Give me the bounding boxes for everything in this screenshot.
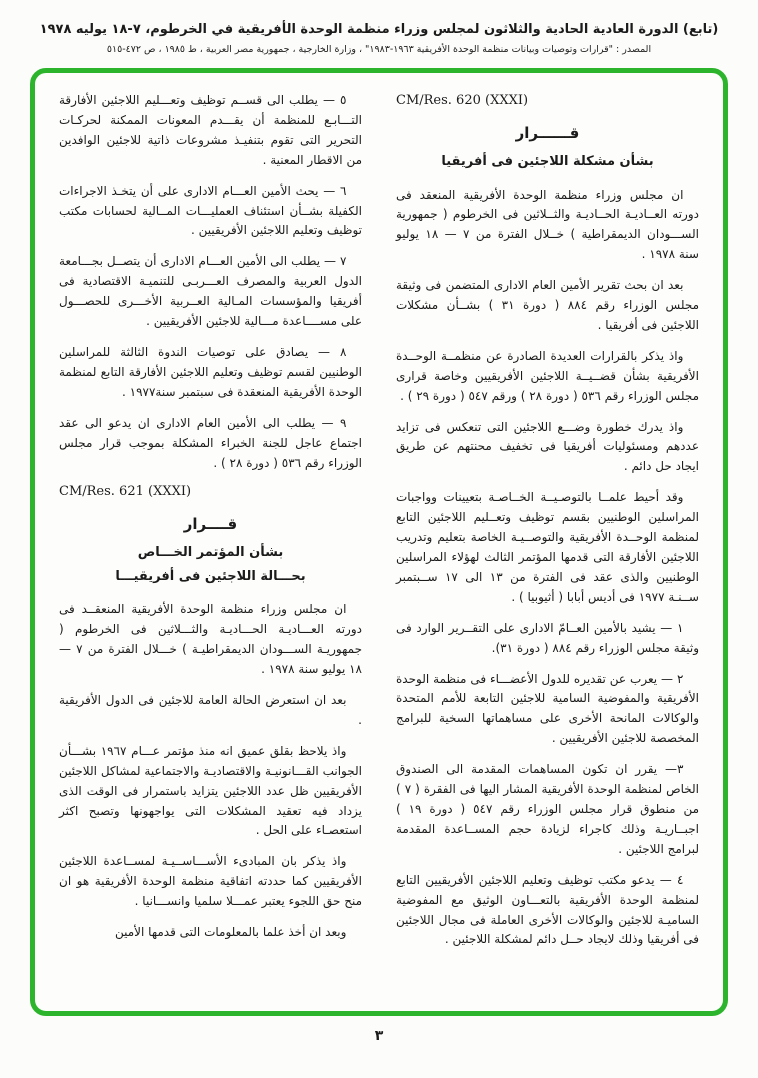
res621-paragraph: وبعد ان أخذ علما بالمعلومات التى قدمها الأمين: [115, 925, 347, 940]
res620-paragraph: ان مجلس وزراء منظمة الوحدة الأفريقية المنعقد فى دورته العــاديـة الحــاديـة والثــلاثين فى الخرطوم ( جمهورية الســـودان الديمقراطية ) خــلال الفترة من ٧ — ١٨ يوليو سنة ١٩٧٨ .: [396, 187, 699, 262]
column-left-res621: [59, 91, 362, 997]
res620-operative-6: ٦ — يحث الأمين العـــام الادارى على أن يتخـذ الاجراءات الكفيلة بشــأن استئناف العمليـــات المــالية لحسابات مكتب توظيف وتعليم اللاجئين الأفريقيين .: [59, 183, 362, 238]
res620-operative-2: ٢ — يعرب عن تقديره للدول الأعضـــاء فى منظمة الوحدة الأفريقية والمفوضية السامية للاجئين التابعة للأمم المتحدة والوكالات المانحة الأخرى على مساهماتها السخية للبرامج المخصصة للاجئين الأفريقيين .: [396, 671, 699, 746]
res620-operative-1: ١ — يشيد بالأمين العــامّ الادارى على التقــرير الوارد فى وثيقة مجلس الوزراء رقم ٨٨٤ ( دورة ٣١).: [396, 620, 699, 655]
page-header: [0, 0, 758, 55]
res620-paragraph: بعد ان بحث تقرير الأمين العام الادارى المتضمن فى وثيقة مجلس الوزراء رقم ٨٨٤ ( دورة ٣١ ) بشــأن مشكلات اللاجئين فى أفريقيا .: [396, 278, 699, 332]
resolution-620-title: بشأن مشكلة اللاجئين فى أفريقيا: [441, 154, 654, 169]
res620-operative-3: ٣— يقرر ان تكون المساهمات المقدمة الى الصندوق الخاص لمنظمة الوحدة الأفريقية المشار اليها فى الفقرة ( ٧ ) من منطوق قرار مجلس الوزراء رقم ٥٤٧ ( دورة ١٩ ) اجبــاريـة وذلك كاجراء لزيادة حجم المســاعدة المقدمة لبرامج اللاجئين .: [396, 762, 700, 856]
res621-paragraph: واذ يذكر بان المبادىء الأســـاســيـة لمســاعدة اللاجئين الأفريقيين كما حددته اتفاقية منظمة الوحدة الأفريقية هو ان منح حق اللجوء يعتبر عمـــلا سلميا وانســـانيا .: [59, 854, 362, 909]
session-header-line: (تابع) الدورة العادية الحادية والثلاثون لمجلس وزراء منظمة الوحدة الأفريقية في الخرطوم، ٧-١٨ يوليه ١٩٧٨: [39, 22, 719, 37]
column-right-res620: [396, 91, 699, 997]
res620-paragraph: واذ يدرك خطورة وضـــع اللاجئين التى تنعكس فى تزايد عددهم ومسئوليات أفريقيا فى تخفيف محنتهم عن طريق ايجاد حل دائم .: [396, 419, 699, 474]
page-footer: [0, 1025, 758, 1044]
resolution-621-title-line2: بحـــالة اللاجئين فى أفريقيـــا: [115, 568, 306, 584]
resolution-ref-620: CM/Res. 620 (XXXI): [396, 93, 529, 108]
two-column-layout: [59, 91, 699, 997]
res621-paragraph: ان مجلس وزراء منظمة الوحدة الأفريقية المنعقــد فى دورته العـــاديـة الحـــاديـة والثـــلاثين فى الخرطوم ( جمهوريـة الســـودان الديمقراطيـة ) خـــلال الفترة من ٧ — ١٨ يوليو سنة ١٩٧٨ .: [59, 602, 362, 677]
res621-paragraph: واذ يلاحظ بقلق عميق انه منذ مؤتمر عـــام ١٩٦٧ بشـــأن الجوانب القـــانونيـة والاقتصاديـة والاجتماعية لمشاكل اللاجئين الأفريقيين ظل عدد اللاجئين يتزايد باستمرار فى الوقت الذى يزداد فيه تعقيد المشكلات التى يواجهونها وتصبح اكثر استعصـاء على الحل .: [59, 743, 362, 838]
res620-operative-8: ٨ — يصادق على توصيات الندوة الثالثة للمراسلين الوطنيين لقسم توظيف وتعليم اللاجئين الأفارقة التابع لمنظمة الوحدة الأفريقية المنعقدة فى سبتمبر سنة١٩٧٧ .: [59, 344, 362, 399]
source-citation-line: المصدر : "قرارات وتوصيات وبيانات منظمة الوحدة الأفريقية ١٩٦٣-١٩٨٣" ، وزارة الخارجية ، جمهورية مصر العربية ، ط ١٩٨٥ ، ص ٤٧٢-٥١٥: [106, 44, 652, 55]
res620-paragraph: وقد أحيط علمــا بالتوصـيــة الخــاصـة بتعيينات وواجبات المراسلين الوطنيين بقسم توظيف وتعــليم اللاجئين التابع لمنظمة الوحــدة الأفريقية والتوصــيـة الخاصة بتعليم وتدريب اللاجئين الأفارقة التى قدمها المؤتمر الثالث لهؤلاء المراسلين الوطنيين والذى عقد فى الفترة من ١٣ الى ١٧ ســبتمبر ســنـة ١٩٧٧ فى أديس أبابا ( أثيوبيا ) .: [396, 490, 700, 604]
res620-operative-7: ٧ — يطلب الى الأمين العـــام الادارى أن يتصــل بجـــامعة الدول العربية والمصرف العـــربـى للتنميـة الاقتصادية فى أفريقيا والمؤسسات المـالية العــربية الأخـــرى للحصـــول على مســــاعدة مـــالية للاجئين الأفريقيين .: [59, 254, 362, 329]
res620-operative-5: ٥ — يطلب الى قســم توظيف وتعـــليم اللاجئين الأفارقة التـــابـع للمنظمة أن يقـــدم المعونات الممكنة لحركـات التحرير التى تقوم بتنفيـذ مشروعات ذاتية للاجئين الوافدين من الاقطار المعنية .: [59, 93, 362, 167]
res620-operative-9: ٩ — يطلب الى الأمين العام الادارى ان يدعو الى عقد اجتماع عاجل للجنة الخبراء المشكلة بموجب قرار مجلس الوزراء رقم ٥٣٦ ( دورة ٢٨ ) .: [59, 415, 362, 470]
resolution-621-heading: قــــرار: [183, 515, 238, 534]
resolution-621-title-line1: بشأن المؤتمر الخـــاص: [137, 545, 284, 561]
resolution-620-heading: قــــــرار: [515, 124, 580, 142]
res621-paragraph: بعد ان استعرض الحالة العامة للاجئين فى الدول الأفريقية .: [59, 693, 362, 727]
green-content-frame: [30, 68, 728, 1016]
resolution-ref-621: CM/Res. 621 (XXXI): [59, 484, 192, 500]
res620-operative-4: ٤ — يدعو مكتب توظيف وتعليم اللاجئين الأفريقيين التابع لمنظمة الوحدة الأفريقية بالتعـــاون الوثيق مع المفوضية الساميـة للاجئين والوكالات الأخرى العاملة فى مجال اللاجئين فى أفريقيا وذلك لايجاد حــل دائم لمشكلة اللاجئين .: [396, 872, 699, 947]
page-number: ٣: [374, 1028, 384, 1044]
res620-paragraph: واذ يذكر بالقرارات العديدة الصادرة عن منظمــة الوحــدة الأفريقية بشأن قضــيــة اللاجئين الأفريقيين وخاصة قرارى مجلس الوزراء رقم ٥٣٦ ( دورة ٢٨ ) ورقم ٥٤٧ ( دورة ٢٩ ) .: [396, 348, 699, 403]
